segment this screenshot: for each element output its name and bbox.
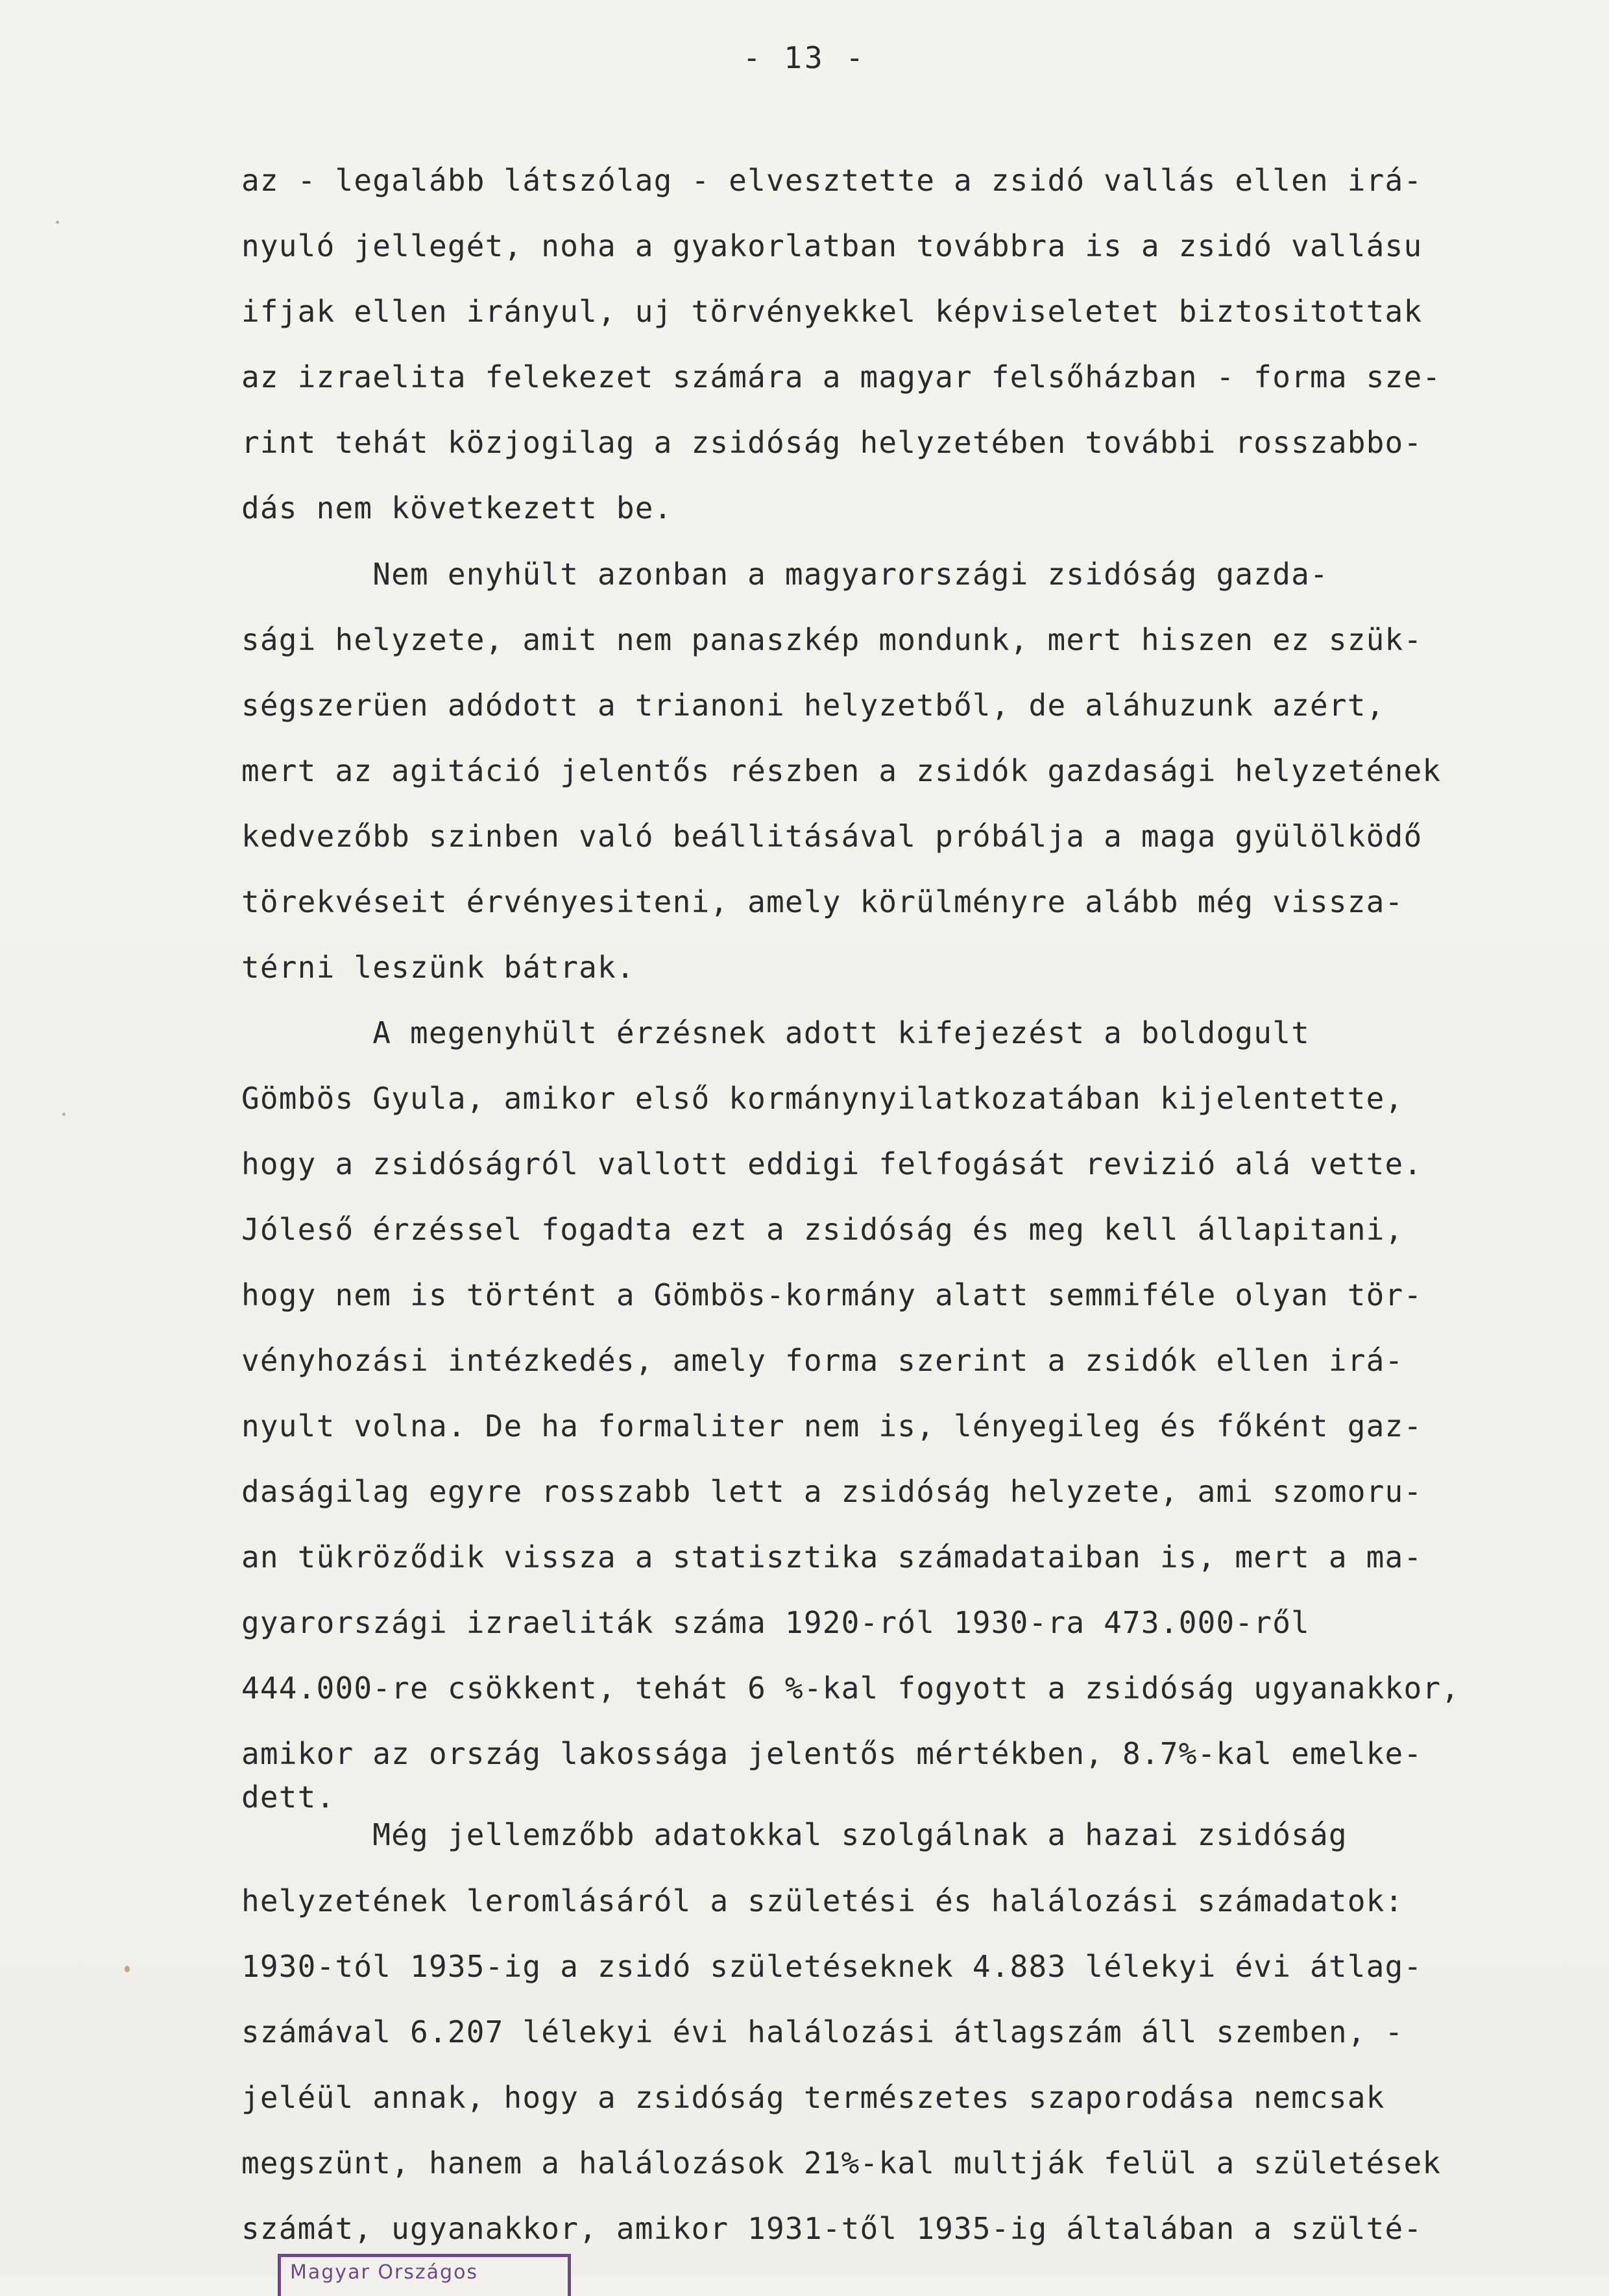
text-line: számát, ugyanakkor, amikor 1931-től 1935-ig általában a szülté- (241, 2211, 1423, 2246)
text-line: nyult volna. De ha formaliter nem is, lényegileg és főként gaz- (241, 1408, 1423, 1444)
text-line: számával 6.207 lélekyi évi halálozási átlagszám áll szemben, - (241, 2014, 1404, 2049)
text-line: az - legalább látszólag - elvesztette a zsidó vallás ellen irá- (241, 163, 1423, 198)
text-line: amikor az ország lakossága jelentős mértékben, 8.7%-kal emelke- (241, 1736, 1423, 1771)
paper-speck (62, 1113, 66, 1116)
text-line: megszünt, hanem a halálozások 21%-kal multják felül a születések (241, 2145, 1442, 2181)
text-line: hogy a zsidóságról vallott eddigi felfogását revizió alá vette. (241, 1146, 1423, 1181)
text-line: Gömbös Gyula, amikor első kormánynyilatkozatában kijelentette, (241, 1081, 1404, 1116)
text-line: Jóleső érzéssel fogadta ezt a zsidóság és meg kell állapitani, (241, 1212, 1404, 1247)
text-line: kedvezőbb szinben való beállitásával próbálja a maga gyülölködő (241, 819, 1423, 854)
text-line: ifjak ellen irányul, uj törvényekkel képviseletet biztositottak (241, 294, 1423, 329)
text-line: an tükröződik vissza a statisztika számadataiban is, mert a ma- (241, 1540, 1423, 1575)
text-line: Még jellemzőbb adatokkal szolgálnak a hazai zsidóság (241, 1817, 1348, 1852)
text-line: vényhozási intézkedés, amely forma szerint a zsidók ellen irá- (241, 1343, 1404, 1378)
text-line: dás nem következett be. (241, 490, 673, 526)
text-line: dett. (241, 1780, 335, 1815)
text-line: daságilag egyre rosszabb lett a zsidóság helyzete, ami szomoru- (241, 1474, 1423, 1509)
text-line: térni leszünk bátrak. (241, 950, 635, 985)
text-line: 1930-tól 1935-ig a zsidó születéseknek 4.883 lélekyi évi átlag- (241, 1949, 1423, 1984)
text-line: helyzetének leromlásáról a születési és halálozási számadatok: (241, 1883, 1404, 1918)
text-line: nyuló jellegét, noha a gyakorlatban továbbra is a zsidó vallásu (241, 228, 1423, 263)
text-line: 444.000-re csökkent, tehát 6 %-kal fogyott a zsidóság ugyanakkor, (241, 1671, 1460, 1706)
text-line: rint tehát közjogilag a zsidóság helyzetében további rosszabbo- (241, 425, 1423, 460)
page-number: - 13 - (742, 40, 867, 75)
text-line: az izraelita felekezet számára a magyar felsőházban - forma sze- (241, 359, 1442, 394)
text-line: mert az agitáció jelentős részben a zsidók gazdasági helyzetének (241, 753, 1442, 788)
text-line: A megenyhült érzésnek adott kifejezést a boldogult (241, 1015, 1310, 1050)
paper-speck (125, 1966, 130, 1972)
text-line: hogy nem is történt a Gömbös-kormány alatt semmiféle olyan tör- (241, 1277, 1423, 1312)
text-line: Nem enyhült azonban a magyarországi zsidóság gazda- (241, 557, 1329, 592)
text-line: törekvéseit érvényesiteni, amely körülményre alább még vissza- (241, 884, 1404, 919)
text-line: ségszerüen adódott a trianoni helyzetből, de aláhuzunk azért, (241, 688, 1385, 723)
text-line: gyarországi izraeliták száma 1920-ról 1930-ra 473.000-ről (241, 1605, 1310, 1640)
text-line: sági helyzete, amit nem panaszkép mondunk, mert hiszen ez szük- (241, 622, 1423, 657)
stamp-text: Magyar Országos (290, 2261, 479, 2284)
text-line: jeléül annak, hogy a zsidóság természetes szaporodása nemcsak (241, 2080, 1385, 2115)
paper-speck (56, 221, 59, 224)
